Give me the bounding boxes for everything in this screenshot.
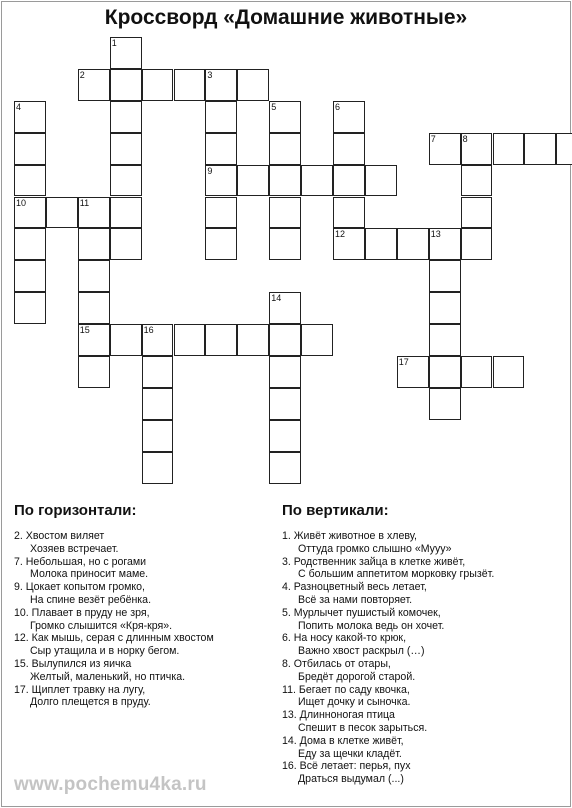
page-title: Кроссворд «Домашние животные»: [104, 6, 468, 29]
grid-cell[interactable]: [333, 197, 365, 229]
grid-cell[interactable]: [237, 69, 269, 101]
clue-number: 14: [271, 293, 282, 304]
grid-cell[interactable]: [461, 165, 493, 197]
grid-cell[interactable]: [365, 228, 397, 260]
grid-cell[interactable]: [269, 420, 301, 452]
clue-across-2: 2. Хвостом виляет Хозяев встречает.: [14, 530, 119, 555]
grid-cell[interactable]: [14, 228, 46, 260]
clue-number: 2: [79, 69, 85, 80]
grid-cell[interactable]: [110, 133, 142, 165]
clue-down-13: 13. Длинноногая птица Спешит в песок зарыться.: [282, 709, 428, 734]
clue-number: 7: [430, 133, 436, 144]
clue-number: 3: [207, 69, 213, 80]
clue-number: 9: [207, 165, 213, 176]
clue-down-11: 11. Бегает по саду квочка, Ищет дочку и сыночка.: [282, 683, 411, 709]
grid-cell[interactable]: [78, 228, 110, 260]
clue-number: 5: [271, 101, 277, 112]
grid-cell[interactable]: [237, 324, 269, 356]
clue-across-17: 17. Щиплет травку на лугу, Долго плещется в пруду.: [14, 683, 151, 709]
grid-cell[interactable]: [78, 292, 110, 324]
grid-cell[interactable]: [237, 165, 269, 197]
grid-cell[interactable]: [110, 37, 142, 69]
clue-down-6: 6. На носу какой-то крюк, Важно хвост раскрыл (…): [282, 632, 425, 658]
clue-number: 17: [398, 357, 409, 367]
grid-cell[interactable]: [142, 69, 174, 101]
grid-cell[interactable]: [205, 324, 237, 356]
grid-cell[interactable]: [269, 165, 301, 197]
clue-down-8: 8. Отбилась от отары, Бредёт дорогой старой.: [282, 657, 416, 683]
grid-cell[interactable]: [269, 292, 301, 324]
grid-cell[interactable]: [142, 356, 174, 388]
grid-cell[interactable]: [110, 69, 142, 101]
clue-number: 6: [335, 101, 341, 112]
grid-cell[interactable]: [142, 324, 174, 356]
grid-cell[interactable]: [269, 101, 301, 133]
grid-cell[interactable]: [524, 133, 556, 165]
clue-number: 10: [16, 197, 27, 208]
grid-cell[interactable]: [269, 228, 301, 260]
clue-number: 15: [79, 325, 90, 336]
grid-cell[interactable]: [429, 388, 461, 420]
clue-number: 1: [111, 38, 117, 48]
grid-cell[interactable]: [174, 69, 206, 101]
grid-cell[interactable]: [142, 420, 174, 452]
grid-cell[interactable]: [110, 165, 142, 197]
grid-cell[interactable]: [461, 356, 493, 388]
grid-cell[interactable]: [110, 324, 142, 356]
grid-cell[interactable]: [269, 388, 301, 420]
grid-cell[interactable]: [365, 165, 397, 197]
clue-down-3: 3. Родственник зайца в клетке живёт, С большим аппетитом морковку грызёт.: [282, 555, 495, 581]
site-watermark: www.pochemu4ka.ru: [14, 774, 207, 795]
clue-across-12: 12. Как мышь, серая с длинным хвостом Сыр утащила и в норку бегом.: [14, 632, 214, 658]
grid-cell[interactable]: [333, 101, 365, 133]
clue-across-7: 7. Небольшая, но с рогами Молока приносит маме.: [14, 555, 149, 581]
grid-cell[interactable]: [14, 197, 46, 229]
grid-cell[interactable]: [333, 228, 365, 260]
grid-cell[interactable]: [78, 356, 110, 388]
grid-cell[interactable]: [110, 197, 142, 229]
grid-cell[interactable]: [14, 133, 46, 165]
grid-cell[interactable]: [461, 197, 493, 229]
grid-cell[interactable]: [14, 101, 46, 133]
grid-cell[interactable]: [461, 133, 493, 165]
grid-cell[interactable]: [205, 228, 237, 260]
grid-cell[interactable]: [429, 260, 461, 292]
down-clues: [282, 530, 567, 786]
grid-cell[interactable]: [205, 165, 237, 197]
grid-cell[interactable]: [333, 133, 365, 165]
grid-cell[interactable]: [397, 228, 429, 260]
grid-cell[interactable]: [14, 260, 46, 292]
grid-cell[interactable]: [142, 452, 174, 484]
grid-cell[interactable]: [429, 228, 461, 260]
clue-number: 12: [335, 229, 346, 240]
grid-cell[interactable]: [78, 69, 110, 101]
grid-cell[interactable]: [142, 388, 174, 420]
across-heading: По горизонтали:: [14, 502, 137, 519]
clue-across-10: 10. Плавает в пруду не зря, Громко слышится «Кря-кря».: [14, 606, 173, 632]
grid-cell[interactable]: [269, 133, 301, 165]
grid-cell[interactable]: [110, 228, 142, 260]
grid-cell[interactable]: [46, 197, 78, 229]
clue-down-1: 1. Живёт животное в хлеву, Оттуда громко слышно «Мууу»: [282, 530, 452, 555]
grid-cell[interactable]: [78, 197, 110, 229]
grid-cell[interactable]: [429, 133, 461, 165]
grid-cell[interactable]: [205, 101, 237, 133]
grid-cell[interactable]: [110, 101, 142, 133]
grid-cell[interactable]: [205, 133, 237, 165]
grid-cell[interactable]: [556, 133, 572, 165]
grid-cell[interactable]: [493, 356, 525, 388]
grid-cell[interactable]: [333, 165, 365, 197]
clue-down-5: 5. Мурлычет пушистый комочек, Попить молока ведь он хочет.: [282, 606, 445, 632]
grid-cell[interactable]: [429, 324, 461, 356]
grid-cell[interactable]: [429, 356, 461, 388]
grid-cell[interactable]: [397, 356, 429, 388]
grid-cell[interactable]: [14, 165, 46, 197]
clue-down-4: 4. Разноцветный весь летает, Всё за нами повторяет.: [282, 581, 427, 606]
grid-cell[interactable]: [429, 292, 461, 324]
clue-across-15: 15. Вылупился из яичка Желтый, маленький, но птичка.: [14, 657, 186, 683]
grid-cell[interactable]: [461, 228, 493, 260]
clue-number: 16: [143, 325, 154, 336]
clue-number: 11: [79, 197, 90, 208]
clue-number: 4: [16, 101, 22, 112]
clue-across-9: 9. Цокает копытом громко, На спине везёт ребёнка.: [14, 581, 152, 606]
grid-cell[interactable]: [174, 324, 206, 356]
clue-down-16: 16. Всё летает: перья, пух Драться выдумал (...): [282, 760, 411, 786]
grid-cell[interactable]: [78, 324, 110, 356]
down-heading: По вертикали:: [282, 502, 389, 519]
clue-number: 8: [462, 133, 468, 144]
grid-cell[interactable]: [269, 356, 301, 388]
grid-cell[interactable]: [269, 324, 301, 356]
clue-down-14: 14. Дома в клетке живёт, Еду за щечки кладёт.: [282, 734, 404, 760]
grid-cell[interactable]: [301, 165, 333, 197]
across-clues: [14, 530, 269, 709]
grid-cell[interactable]: [269, 452, 301, 484]
grid-cell[interactable]: [78, 260, 110, 292]
grid-cell[interactable]: [301, 324, 333, 356]
grid-cell[interactable]: [14, 292, 46, 324]
grid-cell[interactable]: [493, 133, 525, 165]
grid-cell[interactable]: [269, 197, 301, 229]
grid-cell[interactable]: [205, 197, 237, 229]
grid-cell[interactable]: [205, 69, 237, 101]
clue-number: 13: [430, 229, 441, 240]
